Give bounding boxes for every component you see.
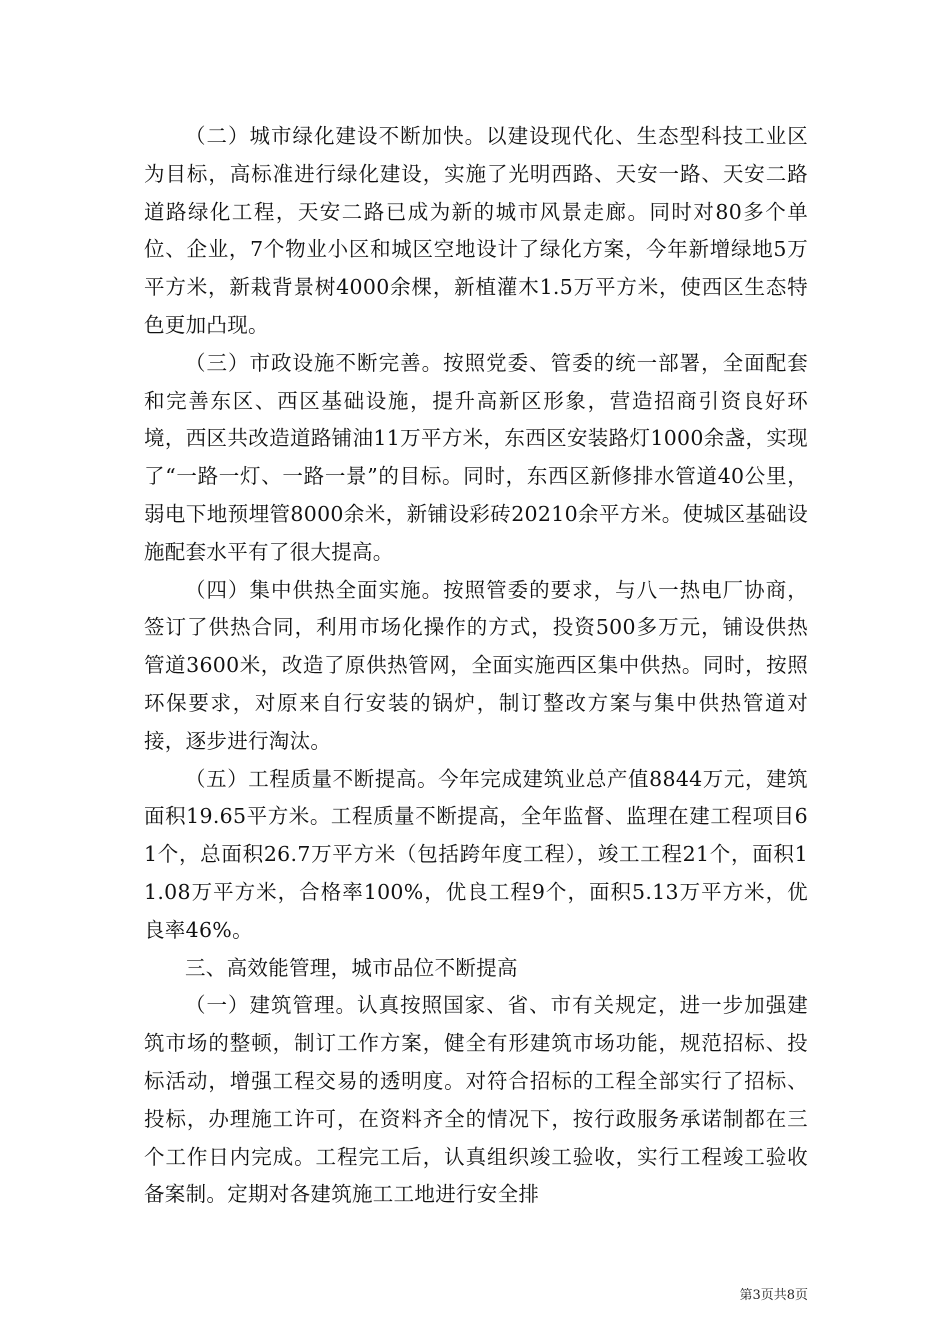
paragraph-engineering-quality: （五）工程质量不断提高。今年完成建筑业总产值8844万元，建筑面积19.65平方米。工程质量不断提高，全年监督、监理在建工程项目61个，总面积26.7万平方米（包括跨年度工程），竣工工程21个，面积11.08万平方米，合格率100%，优良工程9个，面积5.13万平方米，优良率46%。 <box>144 766 808 942</box>
paragraph-central-heating: （四）集中供热全面实施。按照管委的要求，与八一热电厂协商，签订了供热合同，利用市场化操作的方式，投资500多万元，铺设供热管道3600米，改造了原供热管网，全面实施西区集中供热。同时，按照环保要求，对原来自行安装的锅炉，制订整改方案与集中供热管道对接，逐步进行淘汰。 <box>144 577 808 753</box>
page-number-footer: 第3页共8页 <box>739 1288 808 1303</box>
paragraph-construction-management: （一）建筑管理。认真按照国家、省、市有关规定，进一步加强建筑市场的整顿，制订工作方案，健全有形建筑市场功能，规范招标、投标活动，增强工程交易的透明度。对符合招标的工程全部实行了招标、投标，办理施工许可，在资料齐全的情况下，按行政服务承诺制都在三个工作日内完成。工程完工后，认真组织竣工验收，实行工程竣工验收备案制。定期对各建筑施工工地进行安全排 <box>144 993 808 1207</box>
document-body <box>144 118 808 1214</box>
paragraph-urban-greening: （二）城市绿化建设不断加快。以建设现代化、生态型科技工业区为目标，高标准进行绿化建设，实施了光明西路、天安一路、天安二路道路绿化工程，天安二路已成为新的城市风景走廊。同时对80多个单位、企业，7个物业小区和城区空地设计了绿化方案，今年新增绿地5万平方米，新栽背景树4000余棵，新植灌木1.5万平方米，使西区生态特色更加凸现。 <box>144 124 808 337</box>
section-heading: 三、高效能管理，城市品位不断提高 <box>185 955 518 980</box>
paragraph-municipal-facilities: （三）市政设施不断完善。按照党委、管委的统一部署，全面配套和完善东区、西区基础设施，提升高新区形象，营造招商引资良好环境，西区共改造道路铺油11万平方米，东西区安装路灯1000余盏，实现了“一路一灯、一路一景”的目标。同时，东西区新修排水管道40公里，弱电下地预埋管8000余米，新铺设彩砖20210余平方米。使城区基础设施配套水平有了很大提高。 <box>144 350 808 564</box>
